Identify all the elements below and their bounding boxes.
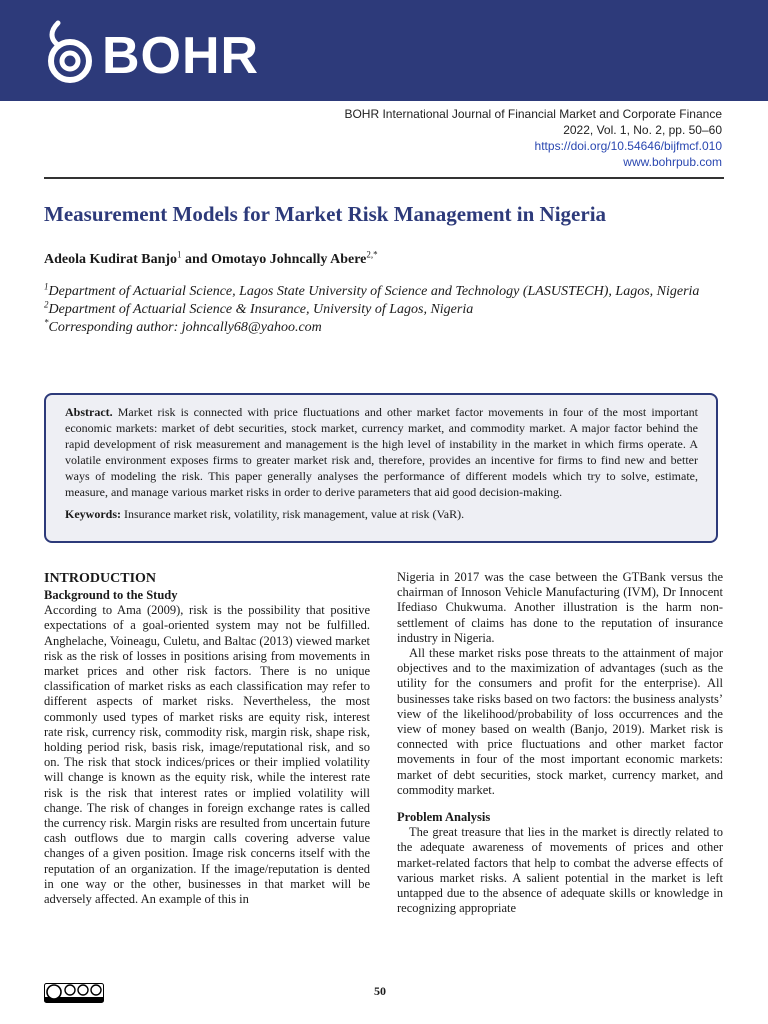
intro-heading: INTRODUCTION xyxy=(44,571,157,586)
page-number: 50 xyxy=(374,984,386,998)
doi-link[interactable]: https://doi.org/10.54646/bijfmcf.010 xyxy=(534,139,722,153)
corresponding-author: Corresponding author: johncally68@yahoo.com xyxy=(48,320,322,335)
right-column xyxy=(397,570,723,916)
author-2-sup: 2,* xyxy=(366,249,378,260)
bohr-logo-icon xyxy=(44,19,96,85)
abstract-text: Market risk is connected with price fluctuations and other market factor movements in four of the most important economic markets: market of debt securities, stock market, currency market, and commodity market. A major factor behind the rapid development of risk measurement and management is the high level of instability in the market in which firms operate. A volatile environment exposes firms to greater market risk and, therefore, provides an incentive for firms to find new and better ways of modeling the risk. This paper generally analyses the performance of different models which try to solve, estimate, measure, and manage various market risks in order to derive parameters that aid good decision-making. xyxy=(65,405,698,499)
header-banner xyxy=(0,0,768,101)
logo-text: BOHR xyxy=(102,27,260,85)
paragraph-1: According to Ama (2009), risk is the possibility that positive expectations of a goal-oriented system may not be fulfilled. Anghelache, Voineagu, Culetu, and Baltac (2013) viewed market risk as the risk of losses in positions arising from movements in market prices and other risk factors. There is no unique classification of market risks as each classification may refer to different aspects of market risks. Nevertheless, the most commonly used types of market risks are equity risk, interest rate risk, currency risk, commodity risk, margin risk, shape risk, holding period risk, basis risk, image/reputational risk, and so on. The risk that stock indices/prices or their implied volatility will change is known as the equity risk, while the interest rate risk is the risk that interest rates or implied volatility will change. The risk of changes in foreign exchange rates is called the currency risk. Margin risks are resulted from uncertain future cash outflows due to margin calls covering adverse value changes of a given position. Image risk concerns itself with the reputation of an organization. If the image/reputation is dented in one way or the other, businesses in that market will be adversely affected. An example of this in xyxy=(44,603,370,907)
author-2: Omotayo Johncally Abere xyxy=(211,252,367,267)
background-heading: Background to the Study xyxy=(44,588,178,602)
author-1-sup: 1 xyxy=(177,249,182,260)
website-link[interactable]: www.bohrpub.com xyxy=(623,155,722,169)
affiliations xyxy=(44,283,704,337)
article-title: Measurement Models for Market Risk Management in Nigeria xyxy=(44,202,607,226)
journal-volume: 2022, Vol. 1, No. 2, pp. 50–60 xyxy=(563,123,722,137)
left-column xyxy=(44,570,370,907)
keywords-text: Insurance market risk, volatility, risk management, value at risk (VaR). xyxy=(124,507,465,521)
author-list xyxy=(44,249,378,268)
keywords-label: Keywords: xyxy=(65,507,121,521)
affil-2: Department of Actuarial Science & Insurance, University of Lagos, Nigeria xyxy=(48,302,474,317)
paragraph-2: All these market risks pose threats to the attainment of major objectives and to the maximization of advantages (such as the utility for the consumers and profit for the enterprise). All businesses take risks based on two factors: the business analysts’ view of the likelihood/probability of loss occurrences and the view of money based on wealth (Banjo, 2019). Market risk is connected with price fluctuations and other market factor movements in four of the most important economic markets: market of debt securities, stock market, currency market, and commodity market. xyxy=(397,646,723,797)
paragraph-3: The great treasure that lies in the market is directly related to the adequate awareness of movements of prices and other market-related factors that help to combat the adverse effects of various market risks. A salient potential in the market is left untapped due to the absence of adequate skills or knowledge in recognizing appropriate xyxy=(397,825,723,916)
author-1: Adeola Kudirat Banjo xyxy=(44,252,178,267)
corresponding-sup: * xyxy=(44,317,49,328)
paragraph-1-continued: Nigeria in 2017 was the case between the GTBank versus the chairman of Innoson Vehicle Manufacturing (IVM), Dr Innocent Ifediaso Chukwuma. Another illustration is the harm non-settlement of claims has done to the reputation of insurance industry in Nigeria. xyxy=(397,570,723,645)
journal-name: BOHR International Journal of Financial Market and Corporate Finance xyxy=(344,107,722,121)
creative-commons-icon xyxy=(44,983,104,1003)
journal-info xyxy=(344,106,722,170)
author-and: and xyxy=(185,252,208,267)
affil-2-sup: 2 xyxy=(44,299,49,310)
affil-1: Department of Actuarial Science, Lagos State University of Science and Technology (LASUSTECH), Lagos, Nigeria xyxy=(48,284,700,299)
affil-1-sup: 1 xyxy=(44,281,49,292)
abstract-box xyxy=(44,393,718,543)
abstract-label: Abstract. xyxy=(65,405,113,419)
problem-heading: Problem Analysis xyxy=(397,810,491,825)
header-divider xyxy=(44,177,724,179)
